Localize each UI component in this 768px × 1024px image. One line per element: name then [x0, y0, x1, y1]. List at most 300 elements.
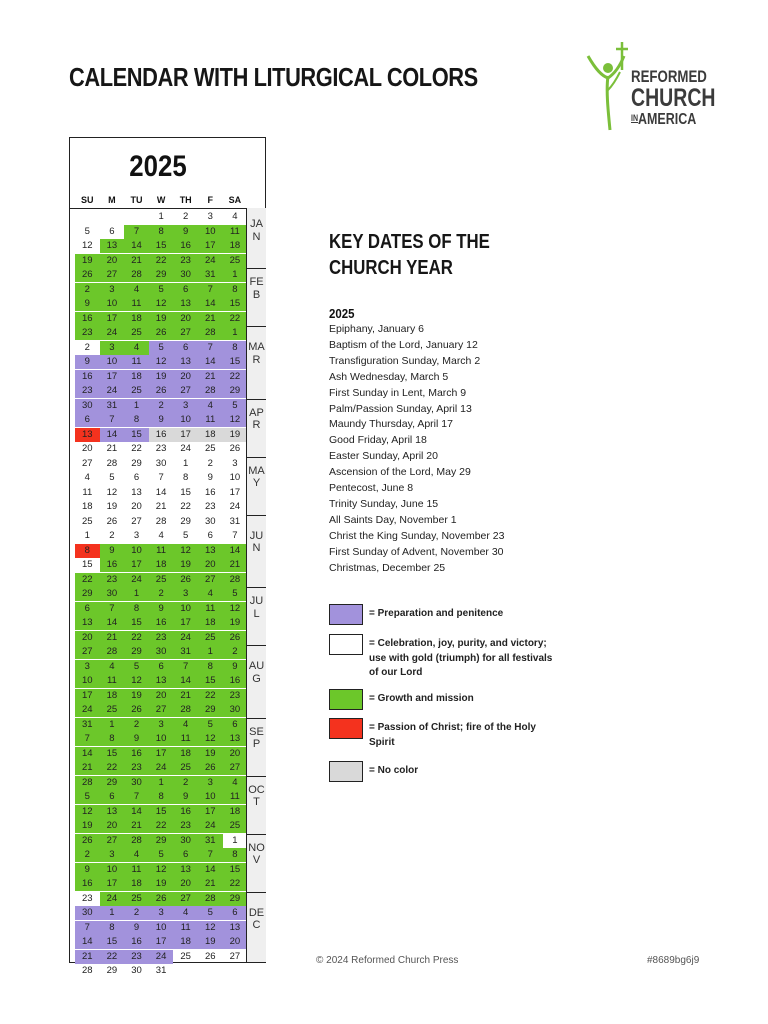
- calendar-day: 4: [173, 906, 198, 920]
- calendar-day: 4: [173, 718, 198, 732]
- calendar-day: 15: [124, 616, 149, 630]
- calendar-day: 9: [75, 355, 100, 369]
- calendar-day: 21: [198, 877, 223, 891]
- logo-line-1: REFORMED: [631, 67, 707, 86]
- calendar-day: 16: [205, 486, 216, 498]
- month-divider: [247, 457, 266, 458]
- calendar-day: 26: [106, 515, 118, 527]
- calendar-day: 20: [198, 558, 223, 572]
- calendar-day: 6: [100, 790, 125, 804]
- calendar-day: 23: [75, 384, 100, 398]
- calendar-day: 14: [124, 805, 149, 819]
- calendar-day: 3: [75, 660, 100, 674]
- calendar-day: 16: [149, 428, 174, 442]
- calendar-day: 31: [173, 645, 198, 659]
- calendar-day: 28: [155, 515, 167, 527]
- calendar-day: 2: [75, 283, 100, 297]
- calendar-day: 1: [124, 399, 149, 413]
- calendar-day: 15: [149, 239, 174, 253]
- calendar-day: 21: [75, 950, 100, 964]
- calendar-day: 24: [100, 384, 125, 398]
- footer-copyright: © 2024 Reformed Church Press: [316, 955, 459, 966]
- calendar-day: 8: [149, 225, 174, 239]
- calendar-day: 2: [223, 645, 248, 659]
- calendar-day: 8: [198, 660, 223, 674]
- calendar-day: 28: [198, 384, 223, 398]
- calendar-day: 3: [100, 848, 125, 862]
- calendar-day: 24: [75, 703, 100, 717]
- calendar-day: 29: [106, 965, 118, 976]
- calendar-day: 11: [82, 486, 93, 498]
- calendar-day: 27: [82, 457, 93, 469]
- calendar-day: 12: [106, 486, 118, 498]
- calendar-day: 16: [124, 935, 149, 949]
- month-label-dec: DEC: [248, 906, 265, 932]
- calendar-day: 30: [205, 515, 216, 527]
- calendar-day: 16: [100, 558, 125, 572]
- calendar-day: 29: [149, 834, 174, 848]
- calendar-day: 18: [223, 239, 248, 253]
- calendar-day: 29: [223, 892, 248, 906]
- legend-text: = No color: [369, 765, 419, 776]
- calendar-day: 10: [100, 863, 125, 877]
- calendar-day: 29: [180, 515, 191, 527]
- calendar-day: 30: [100, 587, 125, 601]
- calendar-day: 22: [75, 573, 100, 587]
- calendar-day: 26: [205, 950, 216, 962]
- calendar-day: 3: [149, 718, 174, 732]
- calendar-day: 7: [100, 602, 125, 616]
- calendar-day: 27: [229, 950, 241, 962]
- calendar-day: 22: [100, 761, 125, 775]
- calendar-day: 31: [75, 718, 100, 732]
- calendar-day: 1: [198, 645, 223, 659]
- key-date-item: Transfiguration Sunday, March 2: [329, 354, 481, 367]
- month-divider: [247, 399, 266, 400]
- calendar-day: 11: [124, 863, 149, 877]
- calendar-day: 2: [207, 457, 213, 469]
- calendar-day: 11: [198, 413, 223, 427]
- calendar-day: 17: [100, 312, 125, 326]
- calendar-day: 13: [149, 674, 174, 688]
- calendar-day: 23: [75, 326, 100, 340]
- calendar-day: 18: [124, 312, 149, 326]
- page-title: CALENDAR WITH LITURGICAL COLORS: [69, 62, 478, 92]
- calendar-day: 7: [124, 225, 149, 239]
- calendar-day: 28: [223, 573, 248, 587]
- calendar-day: 18: [198, 428, 223, 442]
- calendar-day: 1: [100, 718, 125, 732]
- calendar-day: 11: [173, 732, 198, 746]
- calendar-day: 26: [223, 631, 248, 645]
- month-label-aug: AUG: [248, 660, 265, 685]
- calendar-day: 4: [84, 472, 90, 483]
- calendar-day: 20: [223, 935, 248, 949]
- calendar-day: 18: [173, 935, 198, 949]
- calendar-day: 13: [100, 239, 125, 253]
- calendar-day: 20: [75, 631, 100, 645]
- calendar-day: 25: [149, 573, 174, 587]
- logo-in: IN: [631, 113, 639, 123]
- calendar-day: 7: [198, 848, 223, 862]
- calendar-day: 5: [149, 341, 174, 355]
- calendar-day: 12: [149, 863, 174, 877]
- calendar-day: 14: [100, 428, 125, 442]
- calendar-day: 28: [75, 776, 100, 790]
- calendar-day: 4: [198, 587, 223, 601]
- calendar-day: 7: [75, 921, 100, 935]
- calendar-day: 27: [131, 515, 142, 527]
- calendar-day: 2: [75, 848, 100, 862]
- calendar-day: 31: [229, 515, 241, 527]
- logo-line-3: [631, 112, 715, 128]
- calendar-day: 10: [100, 297, 125, 311]
- day-header-th: TH: [179, 195, 192, 205]
- key-dates-list: [329, 322, 504, 577]
- calendar-day: 11: [149, 544, 174, 558]
- calendar-day: 10: [149, 732, 174, 746]
- calendar-day: 3: [173, 587, 198, 601]
- calendar-day: 5: [198, 906, 223, 920]
- calendar-day: 10: [198, 225, 223, 239]
- calendar-day: 17: [100, 370, 125, 384]
- calendar-day: 12: [124, 674, 149, 688]
- calendar-day: 5: [223, 399, 248, 413]
- calendar-day: 6: [149, 660, 174, 674]
- calendar-day: 25: [223, 254, 248, 268]
- calendar-day: 24: [149, 761, 174, 775]
- calendar-day: 12: [82, 240, 93, 251]
- calendar-day: 16: [75, 877, 100, 891]
- calendar-day: 21: [223, 558, 248, 572]
- calendar-day: 30: [124, 776, 149, 790]
- calendar-day: 29: [124, 645, 149, 659]
- calendar-day: 25: [100, 703, 125, 717]
- calendar-day: 17: [229, 486, 241, 498]
- calendar-day: 16: [173, 239, 198, 253]
- calendar-day: 21: [198, 312, 223, 326]
- calendar-day: 9: [149, 602, 174, 616]
- calendar-day: 9: [124, 732, 149, 746]
- month-label-mar: MAR: [248, 341, 265, 366]
- calendar-day: 23: [173, 254, 198, 268]
- calendar-day: 4: [124, 341, 149, 355]
- calendar-day: 10: [173, 602, 198, 616]
- calendar-day: 13: [198, 544, 223, 558]
- calendar-day: 9: [100, 544, 125, 558]
- calendar-day: 19: [75, 819, 100, 833]
- calendar-day: 13: [131, 486, 142, 498]
- calendar-day: 26: [75, 268, 100, 282]
- legend-swatch: [329, 718, 363, 739]
- calendar-day: 1: [149, 776, 174, 790]
- legend-text: = Passion of Christ; fire of the Holy Spirit: [369, 722, 536, 748]
- legend-swatch: [329, 689, 363, 710]
- calendar-day: 22: [124, 631, 149, 645]
- calendar-day: 23: [100, 573, 125, 587]
- calendar-day: 5: [198, 718, 223, 732]
- calendar-day: 26: [229, 443, 241, 454]
- calendar-day: 8: [223, 283, 248, 297]
- key-date-item: All Saints Day, November 1: [329, 513, 457, 526]
- key-date-item: Good Friday, April 18: [329, 434, 427, 447]
- calendar-day: 23: [82, 892, 93, 904]
- calendar-day: 27: [75, 645, 100, 659]
- calendar-day: 17: [173, 428, 198, 442]
- calendar-day: 19: [149, 312, 174, 326]
- calendar-day: 11: [124, 297, 149, 311]
- calendar-day: 17: [75, 689, 100, 703]
- calendar-day: 19: [124, 689, 149, 703]
- calendar-day: 16: [75, 370, 100, 384]
- calendar-day: 25: [180, 950, 191, 962]
- calendar-day: 22: [223, 312, 248, 326]
- calendar-day: 25: [198, 631, 223, 645]
- calendar-day: 2: [124, 906, 149, 920]
- calendar-day: 6: [133, 472, 140, 483]
- calendar-day: 25: [82, 515, 93, 527]
- calendar-day: 20: [173, 370, 198, 384]
- calendar-day: 8: [124, 413, 149, 427]
- calendar-day: 28: [82, 965, 93, 976]
- calendar-day: 23: [149, 631, 174, 645]
- calendar-day: 10: [229, 472, 241, 483]
- calendar-day: 20: [149, 689, 174, 703]
- calendar-day: 20: [100, 254, 125, 268]
- calendar-day: [100, 210, 125, 224]
- calendar-day: 15: [100, 935, 125, 949]
- calendar-day: 29: [149, 268, 174, 282]
- month-divider: [247, 587, 266, 588]
- calendar-day: 14: [173, 674, 198, 688]
- calendar-day: 26: [173, 573, 198, 587]
- calendar-day: 14: [223, 544, 248, 558]
- calendar-day: 21: [100, 631, 125, 645]
- calendar-day: 25: [223, 819, 248, 833]
- calendar-day: 29: [223, 384, 248, 398]
- key-date-item: Easter Sunday, April 20: [329, 450, 438, 463]
- key-date-item: Christ the King Sunday, November 23: [329, 529, 505, 542]
- calendar-day: 16: [124, 747, 149, 761]
- calendar-day: 6: [173, 341, 198, 355]
- calendar-day: 12: [198, 921, 223, 935]
- calendar-day: 9: [173, 790, 198, 804]
- calendar-day: 1: [183, 457, 189, 469]
- calendar-day: 1: [223, 326, 248, 340]
- calendar-day: 21: [75, 761, 100, 775]
- calendar-day: 29: [131, 457, 142, 469]
- calendar-day: 8: [100, 732, 125, 746]
- calendar-day: 18: [124, 877, 149, 891]
- calendar-day: 14: [155, 486, 167, 498]
- calendar-panel: [69, 137, 266, 976]
- calendar-day: 15: [149, 805, 174, 819]
- calendar-day: 12: [223, 602, 248, 616]
- calendar-day: 26: [124, 703, 149, 717]
- calendar-day: 2: [173, 776, 198, 790]
- calendar-day: 10: [100, 355, 125, 369]
- calendar-day: 3: [149, 906, 174, 920]
- calendar-day: 26: [198, 761, 223, 775]
- calendar-day: 19: [75, 254, 100, 268]
- calendar-day: 19: [173, 558, 198, 572]
- legend-text: = Preparation and penitence: [369, 608, 504, 619]
- calendar-day: 17: [198, 239, 223, 253]
- month-divider: [247, 776, 266, 777]
- key-date-item: Christmas, December 25: [329, 561, 446, 574]
- day-header-sa: SA: [228, 195, 242, 205]
- cross-figure-icon: [586, 40, 630, 132]
- calendar-day: 21: [124, 819, 149, 833]
- calendar-day: 24: [198, 254, 223, 268]
- calendar-day: 30: [149, 645, 174, 659]
- calendar-day: 14: [198, 355, 223, 369]
- calendar-day: 5: [124, 660, 149, 674]
- calendar-day: 3: [173, 399, 198, 413]
- calendar-day: 26: [149, 384, 174, 398]
- calendar-day: 7: [158, 472, 164, 483]
- calendar-day: 9: [207, 472, 213, 483]
- calendar-day: 19: [198, 935, 223, 949]
- calendar-day: 23: [173, 819, 198, 833]
- calendar-day: 9: [223, 660, 248, 674]
- calendar-day: 3: [133, 530, 140, 541]
- month-label-jun: JUN: [249, 529, 264, 555]
- calendar-day: 24: [198, 819, 223, 833]
- calendar-day: 28: [198, 892, 223, 906]
- month-divider: [247, 892, 266, 893]
- calendar-day: 4: [100, 660, 125, 674]
- calendar-day: 17: [149, 935, 174, 949]
- calendar-day: 30: [155, 457, 167, 469]
- legend-swatch: [329, 761, 363, 782]
- calendar-day: 7: [198, 283, 223, 297]
- calendar-day: 19: [149, 370, 174, 384]
- calendar-day: 9: [75, 863, 100, 877]
- calendar-day: 8: [223, 848, 248, 862]
- key-date-item: First Sunday in Lent, March 9: [329, 386, 467, 399]
- calendar-day: 7: [124, 790, 149, 804]
- legend-swatch: [329, 634, 363, 655]
- calendar-day: 22: [100, 950, 125, 964]
- calendar-day: 28: [124, 834, 149, 848]
- month-label-feb: FEB: [249, 276, 264, 301]
- calendar-day: 4: [124, 848, 149, 862]
- calendar-day: 17: [100, 877, 125, 891]
- calendar-day: 25: [124, 892, 149, 906]
- calendar-day: 12: [198, 732, 223, 746]
- calendar-year: 2025: [129, 150, 187, 183]
- legend-text: = Growth and mission: [369, 693, 474, 704]
- calendar-day: 12: [173, 544, 198, 558]
- calendar-day: 7: [75, 732, 100, 746]
- calendar-day: 3: [198, 776, 223, 790]
- calendar-day: 15: [198, 674, 223, 688]
- calendar-day: 25: [205, 443, 216, 454]
- calendar-day: 22: [223, 877, 248, 891]
- calendar-day: 14: [75, 747, 100, 761]
- calendar-day: 15: [223, 297, 248, 311]
- calendar-day: 20: [131, 501, 142, 512]
- calendar-day: 18: [82, 501, 93, 512]
- calendar-day: 24: [124, 573, 149, 587]
- footer-code: #8689bg6j9: [647, 955, 700, 966]
- calendar-day: 23: [155, 443, 167, 454]
- calendar-day: 16: [173, 805, 198, 819]
- calendar-day: 13: [173, 863, 198, 877]
- calendar-day: 1: [223, 268, 248, 282]
- calendar-day: 17: [173, 616, 198, 630]
- key-date-item: Pentecost, June 8: [329, 482, 414, 495]
- calendar-day: 10: [173, 413, 198, 427]
- day-header-f: F: [207, 195, 214, 205]
- calendar-day: 12: [75, 805, 100, 819]
- calendar-day: [198, 964, 223, 978]
- calendar-day: 9: [124, 921, 149, 935]
- calendar-day: 8: [124, 602, 149, 616]
- calendar-day: 5: [75, 790, 100, 804]
- calendar-day: 6: [75, 602, 100, 616]
- calendar-day: 16: [75, 312, 100, 326]
- day-header-tu: TU: [130, 195, 143, 205]
- calendar-day: 27: [198, 573, 223, 587]
- calendar-day: 19: [106, 501, 118, 512]
- key-date-item: Baptism of the Lord, January 12: [329, 338, 478, 351]
- key-date-item: Epiphany, January 6: [329, 323, 424, 335]
- calendar-day: 25: [173, 761, 198, 775]
- calendar-day: 5: [84, 225, 90, 237]
- calendar-day: 6: [223, 906, 248, 920]
- calendar-day: 11: [173, 921, 198, 935]
- calendar-day: 30: [223, 703, 248, 717]
- rca-logo: [586, 40, 726, 132]
- calendar-day: 25: [124, 326, 149, 340]
- logo-line-2: CHURCH: [631, 84, 716, 112]
- calendar-day: 11: [124, 355, 149, 369]
- calendar-day: 2: [109, 530, 115, 541]
- key-date-item: Ascension of the Lord, May 29: [329, 466, 471, 479]
- calendar-day: 18: [173, 747, 198, 761]
- calendar-day: 27: [223, 761, 248, 775]
- calendar-day: 15: [82, 559, 93, 570]
- calendar-day: 25: [124, 384, 149, 398]
- month-label-sep: SEP: [249, 725, 264, 750]
- calendar-day: 8: [183, 472, 189, 483]
- calendar-day: 7: [173, 660, 198, 674]
- calendar-day: 2: [149, 587, 174, 601]
- calendar-day: 28: [173, 703, 198, 717]
- calendar-day: 30: [173, 268, 198, 282]
- calendar-day: 18: [124, 370, 149, 384]
- calendar-day: 26: [75, 834, 100, 848]
- calendar-day: 10: [75, 674, 100, 688]
- calendar-day: 4: [223, 776, 248, 790]
- calendar-day: 23: [124, 761, 149, 775]
- calendar-day: 12: [149, 355, 174, 369]
- calendar-day: 14: [124, 239, 149, 253]
- calendar-day: 15: [100, 747, 125, 761]
- calendar-day: 16: [149, 616, 174, 630]
- calendar-day: 5: [183, 530, 189, 541]
- calendar-day: 6: [75, 413, 100, 427]
- calendar-day: 11: [223, 790, 248, 804]
- month-divider: [247, 268, 266, 269]
- calendar-day: 5: [109, 472, 115, 483]
- calendar-day: 10: [149, 921, 174, 935]
- calendar-day: 30: [173, 834, 198, 848]
- calendar-day: 20: [223, 747, 248, 761]
- calendar-day: 13: [173, 355, 198, 369]
